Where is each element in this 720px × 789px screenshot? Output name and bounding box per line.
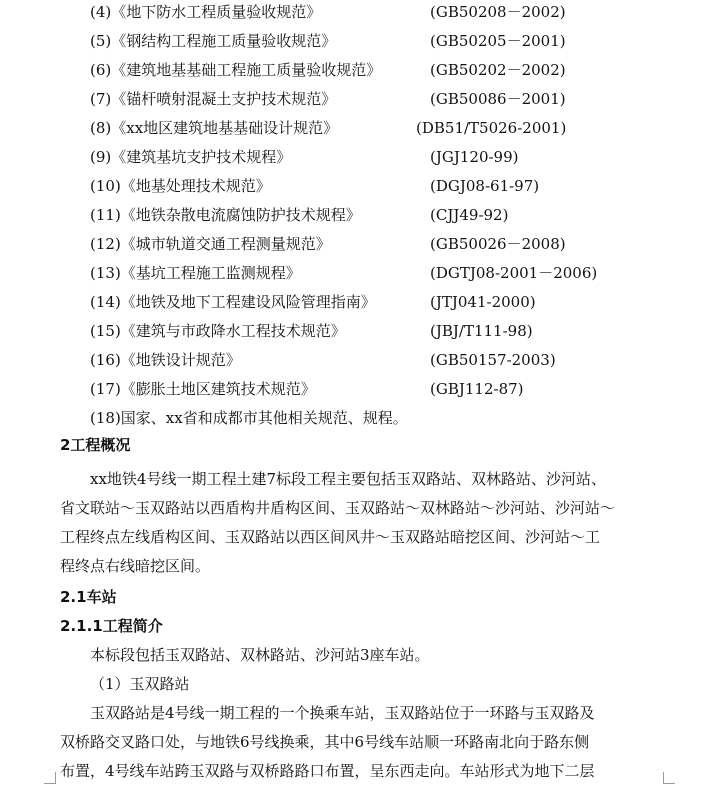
reference-title: (10)《地基处理技术规范》 bbox=[90, 177, 271, 195]
reference-item bbox=[90, 29, 566, 53]
section-2-1-1-intro: 本标段包括玉双路站、双林路站、沙河站3座车站。 bbox=[90, 646, 430, 664]
paragraph-line: 工程终点左线盾构区间、玉双路站以西区间风井～玉双路站暗挖区间、沙河站～工 bbox=[60, 528, 601, 546]
reference-title: (9)《建筑基坑支护技术规程》 bbox=[90, 148, 292, 166]
reference-title: (13)《基坑工程施工监测规程》 bbox=[90, 264, 301, 282]
reference-code: (JGJ120-99) bbox=[430, 148, 519, 166]
reference-code: (GB50086－2001) bbox=[430, 90, 566, 108]
page-corner-mark-left-vertical bbox=[55, 772, 56, 784]
reference-title: (4)《地下防水工程质量验收规范》 bbox=[90, 3, 322, 21]
paragraph-line: 玉双路站是4号线一期工程的一个换乘车站，玉双路站位于一环路与玉双路及 bbox=[60, 704, 595, 722]
reference-title: (15)《建筑与市政降水工程技术规范》 bbox=[90, 322, 346, 340]
reference-title: (17)《膨胀土地区建筑技术规范》 bbox=[90, 380, 316, 398]
reference-item bbox=[90, 145, 519, 169]
reference-item bbox=[90, 377, 524, 401]
reference-title: (6)《建筑地基基础工程施工质量验收规范》 bbox=[90, 61, 382, 79]
reference-item bbox=[90, 348, 556, 372]
reference-title: (5)《钢结构工程施工质量验收规范》 bbox=[90, 32, 337, 50]
paragraph-line: 程终点右线暗挖区间。 bbox=[60, 557, 211, 575]
reference-title: (11)《地铁杂散电流腐蚀防护技术规程》 bbox=[90, 206, 361, 224]
reference-item bbox=[90, 203, 509, 227]
reference-item bbox=[90, 174, 540, 198]
reference-item bbox=[90, 290, 536, 314]
reference-code: (DGJ08-61-97) bbox=[430, 177, 540, 195]
reference-item bbox=[90, 0, 566, 24]
reference-item bbox=[90, 58, 566, 82]
reference-code: (JTJ041-2000) bbox=[430, 293, 536, 311]
reference-code: (GB50205－2001) bbox=[430, 32, 566, 50]
reference-code: (GB50208－2002) bbox=[430, 3, 566, 21]
reference-title: (12)《城市轨道交通工程测量规范》 bbox=[90, 235, 331, 253]
reference-title: (8)《xx地区建筑地基基础设计规范》 bbox=[90, 119, 339, 137]
reference-item bbox=[90, 319, 533, 343]
paragraph-line: 双桥路交叉路口处，与地铁6号线换乘，其中6号线车站顺一环路南北向于路东侧 bbox=[60, 733, 590, 751]
section-2-1-1-heading: 2.1.1工程简介 bbox=[60, 617, 163, 635]
section-2-1-heading: 2.1车站 bbox=[60, 588, 117, 606]
reference-code: (CJJ49-92) bbox=[430, 206, 509, 224]
reference-title: (16)《地铁设计规范》 bbox=[90, 351, 241, 369]
reference-code: (GB50157-2003) bbox=[430, 351, 556, 369]
reference-item bbox=[90, 87, 566, 111]
reference-item-18: (18)国家、xx省和成都市其他相关规范、规程。 bbox=[90, 409, 408, 427]
reference-code: (GBJ112-87) bbox=[430, 380, 524, 398]
paragraph-line: xx地铁4号线一期工程土建7标段工程主要包括玉双路站、双林路站、沙河站、 bbox=[60, 470, 607, 488]
reference-item bbox=[90, 261, 598, 285]
page-corner-mark-right-vertical bbox=[663, 772, 664, 784]
reference-code: (GB50202－2002) bbox=[430, 61, 566, 79]
reference-code: (DB51/T5026-2001) bbox=[416, 119, 567, 137]
page-corner-mark-right bbox=[663, 783, 675, 784]
reference-code: (DGTJ08-2001－2006) bbox=[430, 264, 598, 282]
reference-title: (7)《锚杆喷射混凝土支护技术规范》 bbox=[90, 90, 337, 108]
reference-item bbox=[90, 116, 567, 140]
station-1-paragraph bbox=[60, 699, 660, 786]
section-2-paragraph bbox=[60, 465, 660, 581]
paragraph-line: 省文联站～玉双路站以西盾构井盾构区间、玉双路站～双林路站～沙河站、沙河站～ bbox=[60, 499, 616, 517]
paragraph-line: 布置，4号线车站跨玉双路与双桥路路口布置，呈东西走向。车站形式为地下二层 bbox=[60, 762, 595, 780]
station-1-heading: （1）玉双路站 bbox=[90, 675, 190, 693]
reference-item bbox=[90, 232, 566, 256]
reference-code: (GB50026－2008) bbox=[430, 235, 566, 253]
reference-title: (14)《地铁及地下工程建设风险管理指南》 bbox=[90, 293, 376, 311]
reference-code: (JBJ/T111-98) bbox=[430, 322, 533, 340]
section-2-heading: 2工程概况 bbox=[60, 436, 131, 454]
